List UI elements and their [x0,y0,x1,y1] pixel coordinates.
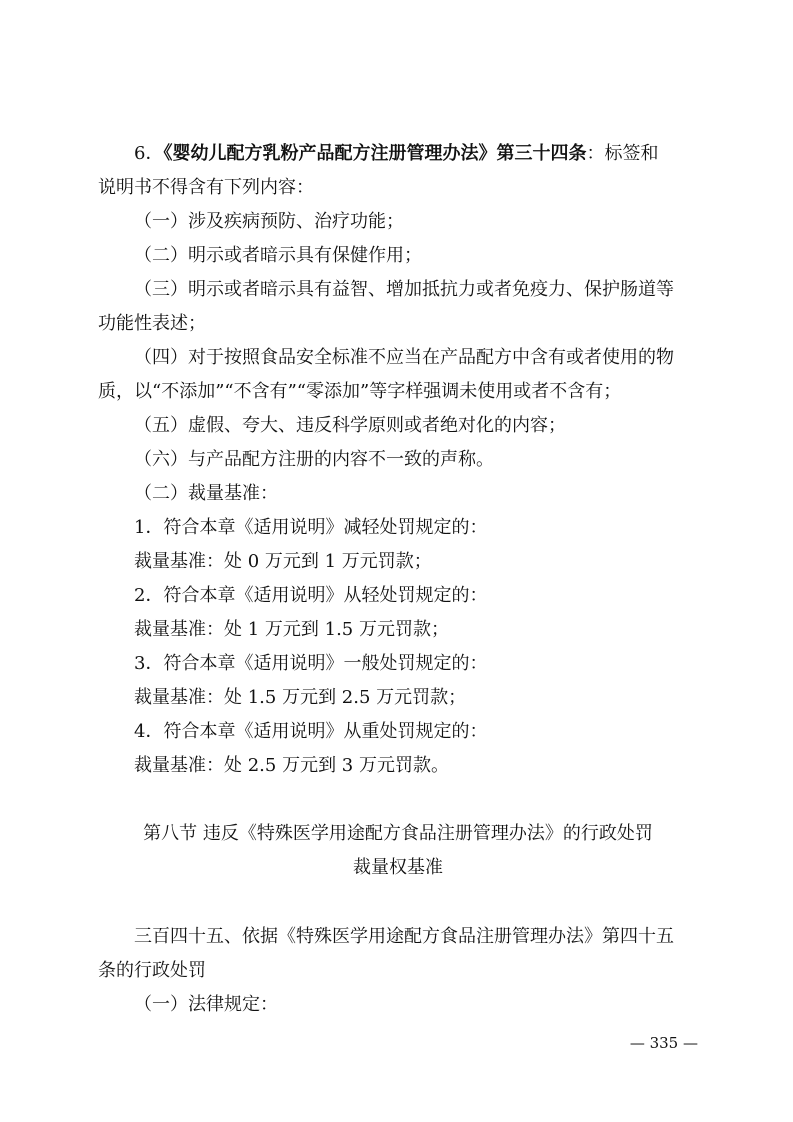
subheading-discretion-standard: （二）裁量基准： [134,483,278,504]
list-item: 2．符合本章《适用说明》从轻处罚规定的： [134,585,488,606]
list-item: （二）明示或者暗示具有保健作用； [134,245,422,266]
list-item: （四）对于按照食品安全标准不应当在产品配方中含有或者使用的物 [134,347,674,368]
list-item: 裁量基准：处 2.5 万元到 3 万元罚款。 [134,755,449,776]
item-number: 6． [134,143,164,164]
article-intro-tail: ：标签和 [586,143,659,164]
article-heading: 三百四十五、依据《特殊医学用途配方食品注册管理办法》第四十五 [134,926,674,947]
list-item-continuation: 功能性表述； [98,313,206,334]
list-item: 裁量基准：处 1.5 万元到 2.5 万元罚款； [134,687,467,708]
list-item: 裁量基准：处 1 万元到 1.5 万元罚款； [134,619,449,640]
article-heading-continuation: 条的行政处罚 [98,960,206,981]
list-item: 3．符合本章《适用说明》一般处罚规定的： [134,653,488,674]
list-item: 1．符合本章《适用说明》减轻处罚规定的： [134,517,488,538]
section-title: 第八节 违反《特殊医学用途配方食品注册管理办法》的行政处罚 [143,823,653,844]
list-item: （五）虚假、夸大、违反科学原则或者绝对化的内容； [134,415,566,436]
subheading-legal-provision: （一）法律规定： [134,994,278,1015]
section-title-continuation: 裁量权基准 [353,857,443,878]
list-item: 裁量基准：处 0 万元到 1 万元罚款； [134,551,432,572]
page-number: — 335 — [629,1034,698,1052]
list-item: （六）与产品配方注册的内容不一致的声称。 [134,449,494,470]
list-item-continuation: 质，以“不添加”“不含有”“零添加”等字样强调未使用或者不含有； [98,381,622,402]
paragraph-article-34-continuation: 说明书不得含有下列内容： [98,177,314,198]
paragraph-article-34-first-line [134,142,734,166]
list-item: （一）涉及疾病预防、治疗功能； [134,211,404,232]
list-item: （三）明示或者暗示具有益智、增加抵抗力或者免疫力、保护肠道等 [134,279,674,300]
article-citation-bold: 《婴幼儿配方乳粉产品配方注册管理办法》第三十四条 [163,143,587,164]
list-item: 4．符合本章《适用说明》从重处罚规定的： [134,721,488,742]
